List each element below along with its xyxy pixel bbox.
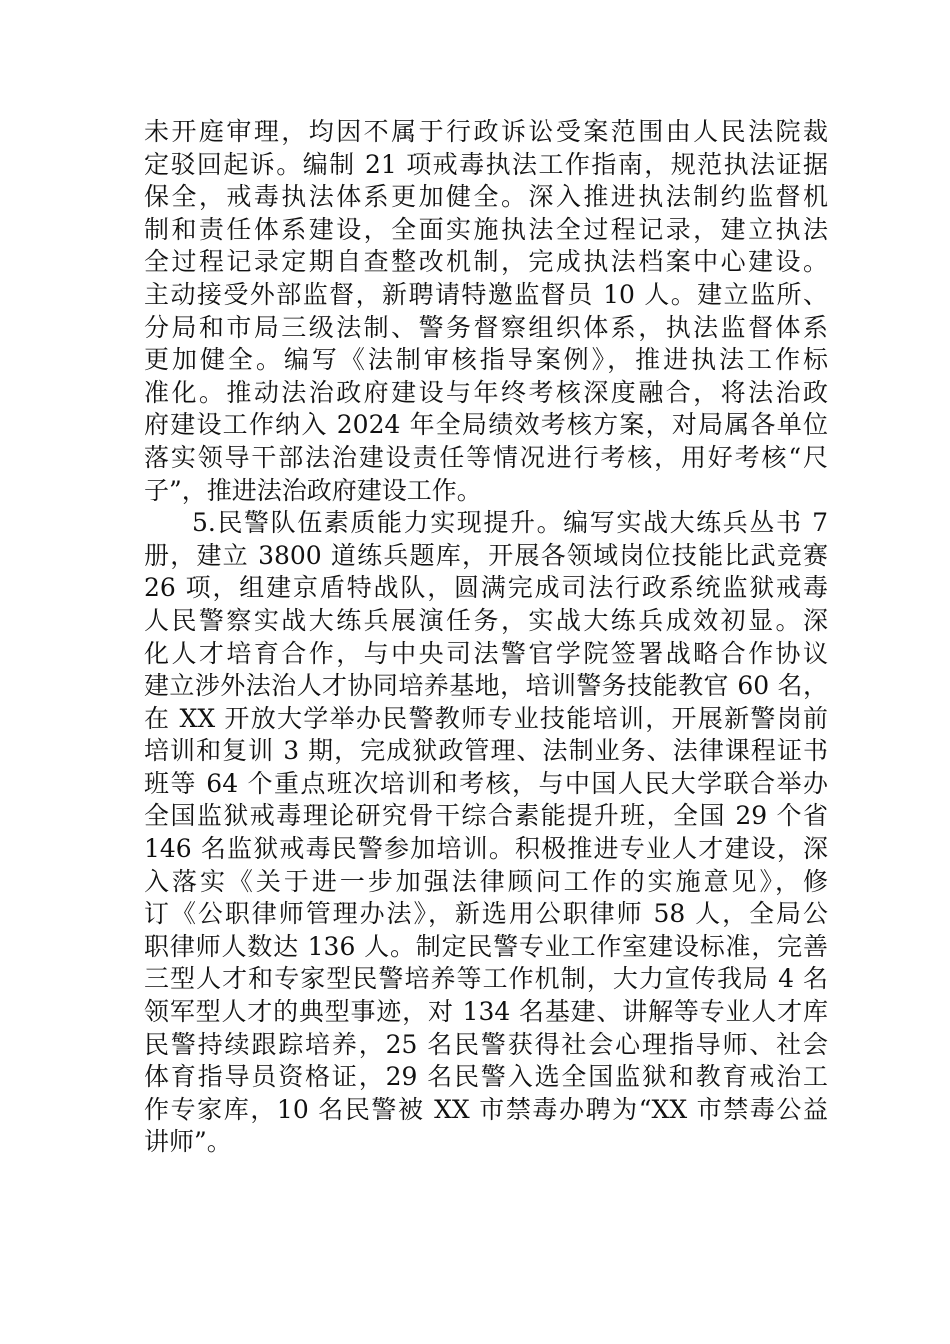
text-line: 化人才培育合作，与中央司法警官学院签署战略合作协议 — [144, 638, 828, 668]
text-line: 定驳回起诉。编制 21 项戒毒执法工作指南，规范执法证据 — [144, 149, 828, 179]
section-heading-line: 5.民警队伍素质能力实现提升。编写实战大练兵丛书 7 — [192, 508, 828, 538]
text-line: 全过程记录定期自查整改机制，完成执法档案中心建设。 — [144, 247, 828, 277]
text-line: 民警持续跟踪培养，25 名民警获得社会心理指导师、社会 — [144, 1029, 828, 1059]
text-line: 更加健全。编写《法制审核指导案例》，推进执法工作标 — [144, 345, 828, 375]
text-line: 主动接受外部监督，新聘请特邀监督员 10 人。建立监所、 — [144, 279, 828, 309]
text-line: 班等 64 个重点班次培训和考核，与中国人民大学联合举办 — [144, 768, 828, 798]
text-line: 落实领导干部法治建设责任等情况进行考核，用好考核“尺 — [144, 442, 828, 472]
text-line: 培训和复训 3 期，完成狱政管理、法制业务、法律课程证书 — [144, 736, 828, 766]
text-line: 讲师”。 — [144, 1127, 232, 1157]
text-line: 册，建立 3800 道练兵题库，开展各领域岗位技能比武竞赛 — [144, 540, 828, 570]
text-line: 未开庭审理，均因不属于行政诉讼受案范围由人民法院裁 — [144, 117, 828, 146]
text-line: 26 项，组建京盾特战队，圆满完成司法行政系统监狱戒毒 — [144, 573, 828, 603]
text-line: 制和责任体系建设，全面实施执法全过程记录，建立执法 — [144, 214, 828, 244]
text-line: 订《公职律师管理办法》，新选用公职律师 58 人，全局公 — [144, 899, 828, 929]
text-line: 保全，戒毒执法体系更加健全。深入推进执法制约监督机 — [144, 182, 828, 212]
body-text — [144, 116, 828, 1159]
text-line: 职律师人数达 136 人。制定民警专业工作室建设标准，完善 — [144, 931, 828, 961]
text-line: 全国监狱戒毒理论研究骨干综合素能提升班，全国 29 个省 — [144, 801, 828, 831]
text-line: 领军型人才的典型事迹，对 134 名基建、讲解等专业人才库 — [144, 997, 828, 1027]
text-line: 体育指导员资格证，29 名民警入选全国监狱和教育戒治工 — [144, 1062, 828, 1092]
text-line: 人民警察实战大练兵展演任务，实战大练兵成效初显。深 — [144, 605, 828, 635]
text-line: 府建设工作纳入 2024 年全局绩效考核方案，对局属各单位 — [144, 410, 828, 440]
text-line: 子”，推进法治政府建设工作。 — [144, 475, 482, 505]
text-line: 作专家库，10 名民警被 XX 市禁毒办聘为“XX 市禁毒公益 — [144, 1094, 828, 1124]
text-line: 三型人才和专家型民警培养等工作机制，大力宣传我局 4 名 — [144, 964, 828, 994]
text-line: 分局和市局三级法制、警务督察组织体系，执法监督体系 — [144, 312, 828, 342]
text-line: 146 名监狱戒毒民警参加培训。积极推进专业人才建设，深 — [144, 834, 828, 864]
text-line: 入落实《关于进一步加强法律顾问工作的实施意见》，修 — [144, 866, 828, 896]
text-line: 准化。推动法治政府建设与年终考核深度融合，将法治政 — [144, 377, 828, 407]
text-line: 在 XX 开放大学举办民警教师专业技能培训，开展新警岗前 — [144, 703, 828, 733]
text-line: 建立涉外法治人才协同培养基地，培训警务技能教官 60 名， — [144, 671, 828, 701]
